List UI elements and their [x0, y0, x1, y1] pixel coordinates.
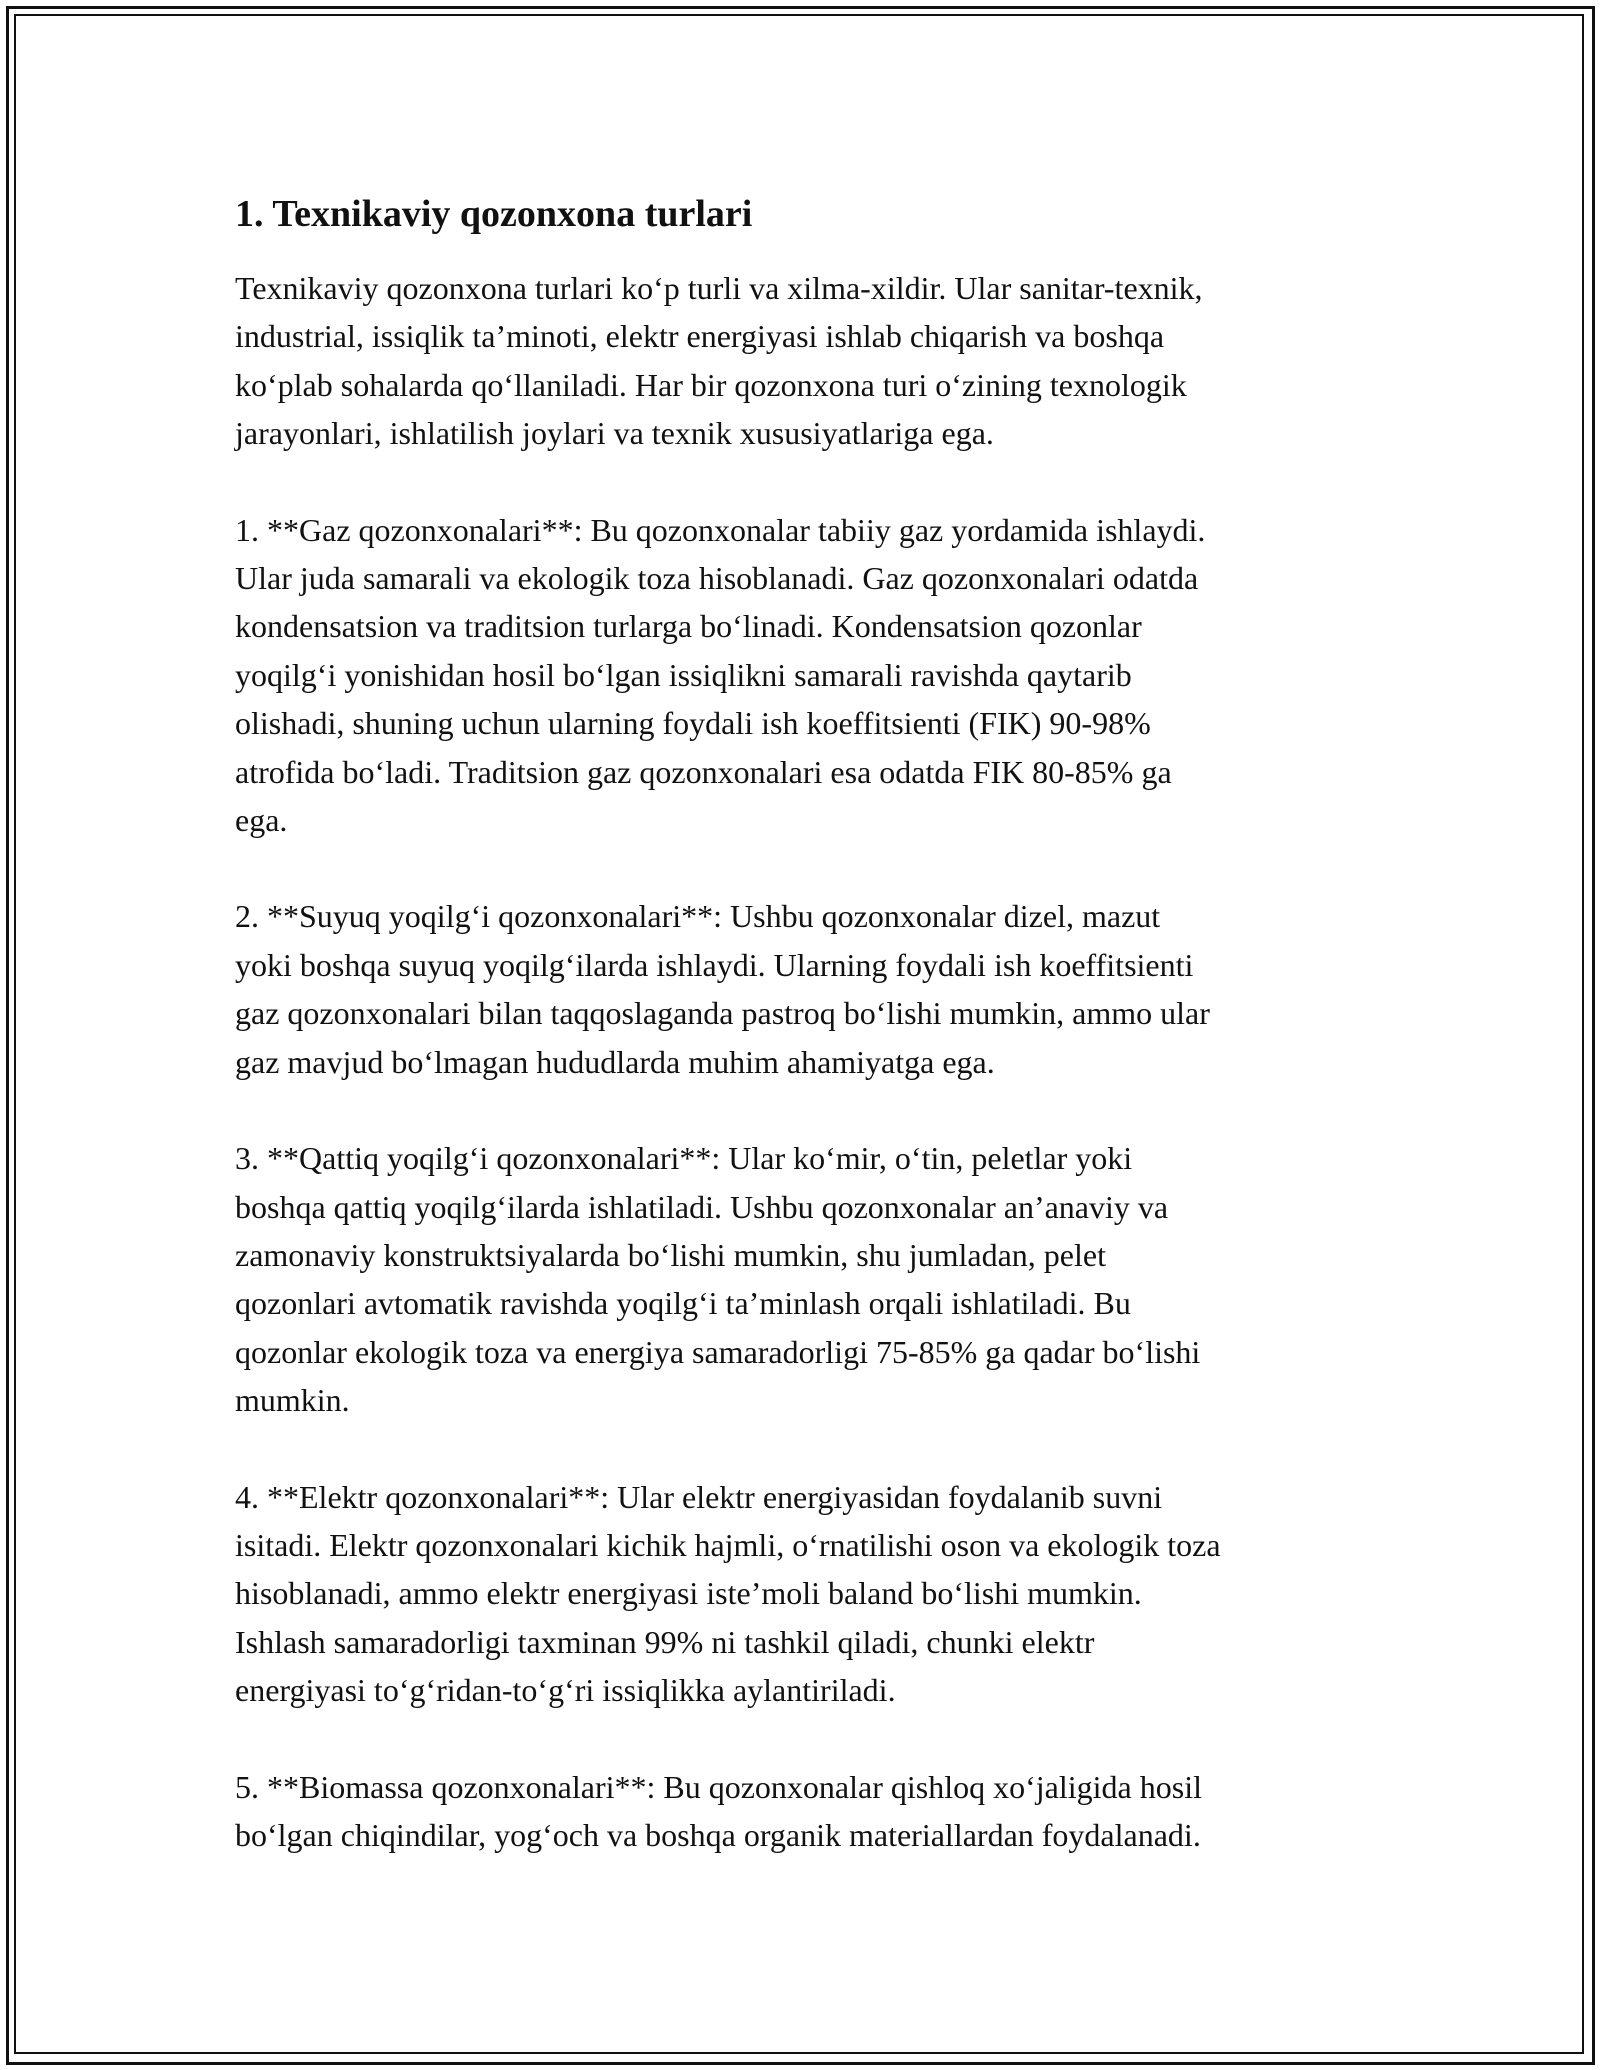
intro-paragraph — [235, 264, 1385, 458]
paragraph-line: olishadi, shuning uchun ularning foydali ish koeffitsienti (FIK) 90-98% — [235, 705, 1151, 742]
paragraph-line: industrial, issiqlik ta’minoti, elektr energiyasi ishlab chiqarish va boshqa — [235, 318, 1165, 355]
biomass-boilers-paragraph — [235, 1763, 1385, 1860]
paragraph-line: energiyasi to‘g‘ridan-to‘g‘ri issiqlikka aylantiriladi. — [235, 1672, 896, 1709]
section-heading: 1. Texnikaviy qozonxona turlari — [235, 193, 753, 235]
paragraph-line: zamonaviy konstruktsiyalarda bo‘lishi mumkin, shu jumladan, pelet — [235, 1236, 1106, 1273]
paragraph-line: boshqa qattiq yoqilg‘ilarda ishlatiladi. Ushbu qozonxonalar an’anaviy va — [235, 1188, 1169, 1225]
paragraph-line: Ishlash samaradorligi taxminan 99% ni tashkil qiladi, chunki elektr — [235, 1623, 1095, 1660]
paragraph-line: gaz qozonxonalari bilan taqqoslaganda pastroq bo‘lishi mumkin, ammo ular — [235, 995, 1210, 1032]
paragraph-line: qozonlari avtomatik ravishda yoqilg‘i ta’minlash orqali ishlatiladi. Bu — [235, 1285, 1131, 1322]
electric-boilers-paragraph — [235, 1473, 1385, 1715]
paragraph-line: ega. — [235, 802, 288, 839]
paragraph-line: isitadi. Elektr qozonxonalari kichik hajmli, o‘rnatilishi oson va ekologik toza — [235, 1526, 1221, 1563]
paragraph-line: 2. **Suyuq yoqilg‘i qozonxonalari**: Ushbu qozonxonalar dizel, mazut — [235, 898, 1161, 935]
liquid-fuel-boilers-paragraph — [235, 892, 1385, 1086]
paragraph-line: yoki boshqa suyuq yoqilg‘ilarda ishlaydi. Ularning foydali ish koeffitsienti — [235, 946, 1194, 983]
paragraph-line: yoqilg‘i yonishidan hosil bo‘lgan issiqlikni samarali ravishda qaytarib — [235, 656, 1132, 693]
paragraph-line: gaz mavjud bo‘lmagan hududlarda muhim ahamiyatga ega. — [235, 1043, 995, 1080]
document-body — [235, 188, 1385, 1907]
paragraph-line: jarayonlari, ishlatilish joylari va texnik xususiyatlariga ega. — [235, 415, 994, 452]
paragraph-line: ko‘plab sohalarda qo‘llaniladi. Har bir qozonxona turi o‘zining texnologik — [235, 366, 1187, 403]
gas-boilers-paragraph — [235, 506, 1385, 845]
paragraph-line: 5. **Biomassa qozonxonalari**: Bu qozonxonalar qishloq xo‘jaligida hosil — [235, 1768, 1202, 1805]
paragraph-line: atrofida bo‘ladi. Traditsion gaz qozonxonalari esa odatda FIK 80-85% ga — [235, 753, 1172, 790]
solid-fuel-boilers-paragraph — [235, 1134, 1385, 1424]
paragraph-line: 3. **Qattiq yoqilg‘i qozonxonalari**: Ular ko‘mir, o‘tin, peletlar yoki — [235, 1140, 1133, 1177]
paragraph-line: Ular juda samarali va ekologik toza hisoblanadi. Gaz qozonxonalari odatda — [235, 560, 1199, 597]
paragraph-line: hisoblanadi, ammo elektr energiyasi iste’moli baland bo‘lishi mumkin. — [235, 1575, 1142, 1612]
paragraph-line: kondensatsion va traditsion turlarga bo‘linadi. Kondensatsion qozonlar — [235, 608, 1142, 645]
paragraph-line: mumkin. — [235, 1382, 350, 1419]
paragraph-line: 1. **Gaz qozonxonalari**: Bu qozonxonalar tabiiy gaz yordamida ishlaydi. — [235, 511, 1206, 548]
paragraph-line: 4. **Elektr qozonxonalari**: Ular elektr energiyasidan foydalanib suvni — [235, 1478, 1163, 1515]
paragraph-line: Texnikaviy qozonxona turlari ko‘p turli va xilma-xildir. Ular sanitar-texnik, — [235, 270, 1203, 306]
paragraph-line: bo‘lgan chiqindilar, yog‘och va boshqa organik materiallardan foydalanadi. — [235, 1816, 1201, 1853]
paragraph-line: qozonlar ekologik toza va energiya samaradorligi 75-85% ga qadar bo‘lishi — [235, 1333, 1201, 1370]
